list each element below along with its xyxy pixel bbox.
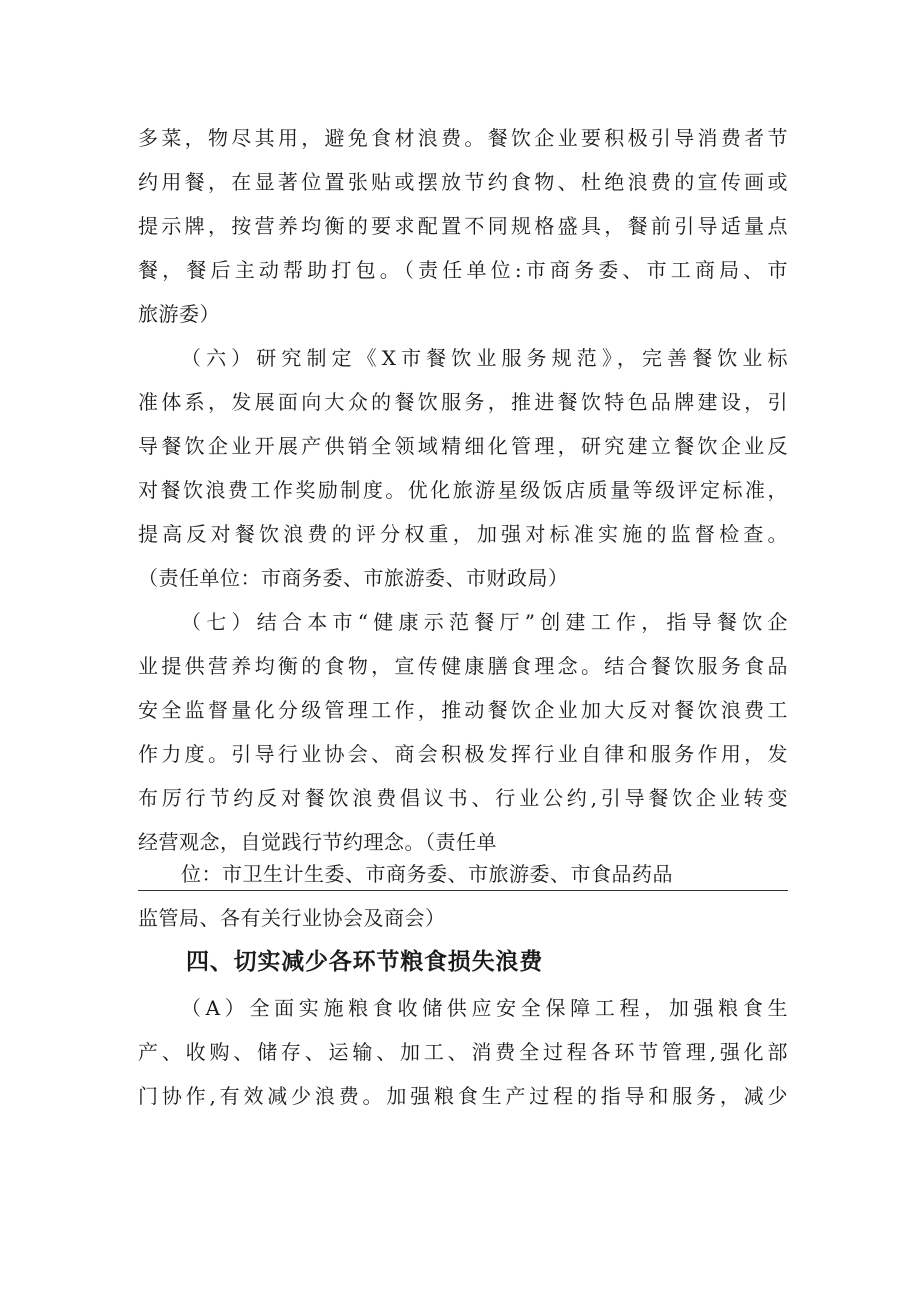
paragraph-1-line-1: 多菜，物尽其用，避免食材浪费。餐饮企业要积极引导消费者节	[138, 126, 788, 150]
paragraph-3-line-5: 布厉行节约反对餐饮浪费倡议书、行业公约,引导餐饮企业转变	[138, 786, 788, 810]
paragraph-4-line-3: 门协作,有效减少浪费。加强粮食生产过程的指导和服务，减少	[138, 1084, 788, 1108]
paragraph-3-line-4: 作力度。引导行业协会、商会积极发挥行业自律和服务作用，发	[138, 742, 788, 766]
paragraph-2-line-4: 对餐饮浪费工作奖励制度。优化旅游星级饭店质量等级评定标准，	[138, 478, 788, 502]
paragraph-3-line-7: 位：市卫生计生委、市商务委、市旅游委、市食品药品	[181, 862, 673, 886]
paragraph-1-line-3: 提示牌，按营养均衡的要求配置不同规格盛具，餐前引导适量点	[138, 214, 788, 238]
paragraph-2-line-3: 导餐饮企业开展产供销全领域精细化管理，研究建立餐饮企业反	[138, 434, 788, 458]
paragraph-2-line-6: （责任单位：市商务委、市旅游委、市财政局）	[138, 566, 569, 590]
paragraph-2-line-2: 准体系，发展面向大众的餐饮服务，推进餐饮特色品牌建设，引	[138, 390, 788, 414]
paragraph-4-line-2: 产、收购、储存、运输、加工、消费全过程各环节管理,强化部	[138, 1040, 788, 1064]
paragraph-3-line-3: 安全监督量化分级管理工作，推动餐饮企业加大反对餐饮浪费工	[138, 698, 788, 722]
paragraph-3-line-2: 业提供营养均衡的食物，宣传健康膳食理念。结合餐饮服务食品	[138, 654, 788, 678]
horizontal-rule	[138, 890, 788, 891]
paragraph-1-line-5: 旅游委）	[138, 302, 220, 326]
paragraph-1-line-4: 餐，餐后主动帮助打包。（责任单位:市商务委、市工商局、市	[138, 258, 788, 282]
paragraph-2-line-1: （六）研究制定《X市餐饮业服务规范》，完善餐饮业标	[181, 346, 788, 370]
paragraph-3-line-8: 监管局、各有关行业协会及商会）	[138, 906, 446, 930]
paragraph-4-line-1: （A）全面实施粮食收储供应安全保障工程，加强粮食生	[181, 996, 788, 1020]
paragraph-2-line-5: 提高反对餐饮浪费的评分权重，加强对标准实施的监督检查。	[138, 522, 788, 546]
paragraph-1-line-2: 约用餐，在显著位置张贴或摆放节约食物、杜绝浪费的宣传画或	[138, 170, 788, 194]
paragraph-3-line-6: 经营观念，自觉践行节约理念。（责任单	[138, 830, 497, 854]
paragraph-3-line-1: （七）结合本市“健康示范餐厅”创建工作，指导餐饮企	[181, 610, 788, 634]
section-heading: 四、切实减少各环节粮食损失浪费	[186, 949, 543, 975]
